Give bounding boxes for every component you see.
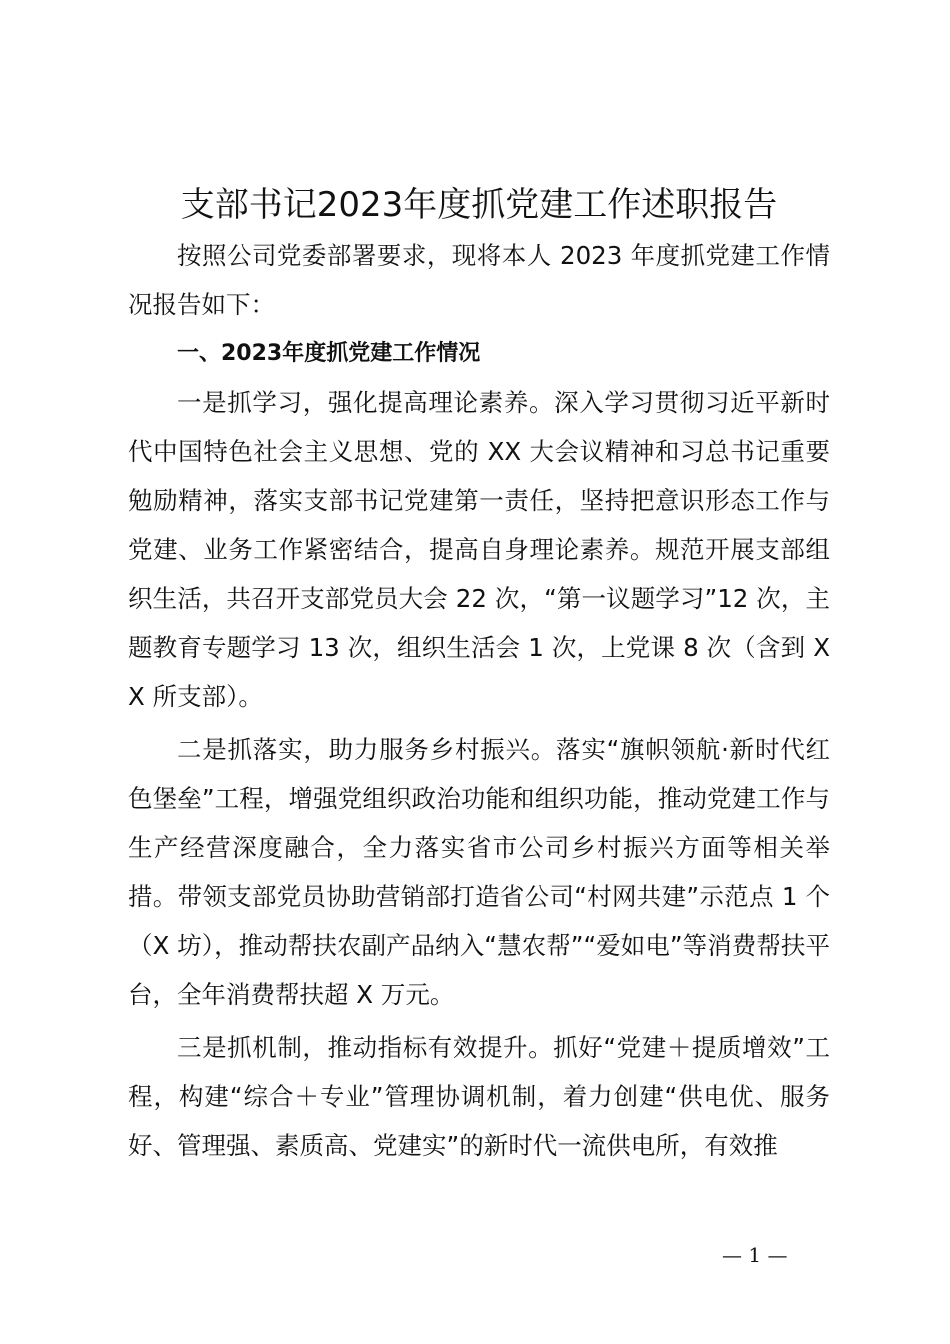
paragraph-study: 一是抓学习，强化提高理论素养。深入学习贯彻习近平新时代中国特色社会主义思想、党的 XX 大会议精神和习总书记重要勉励精神，落实支部书记党建第一责任，坚持把意识形态工作与党建、业务工作紧密结合，提高自身理论素养。规范开展支部组织生活，共召开支部党员大会 22 次，“第一议题学习”12 次，主题教育专题学习 13 次，组织生活会 1 次，上党课 8 次（含到 XX 所支部）。 bbox=[128, 388, 830, 711]
intro-paragraph: 按照公司党委部署要求，现将本人 2023 年度抓党建工作情况报告如下： bbox=[128, 241, 830, 319]
document-body bbox=[128, 231, 830, 1170]
paragraph-mechanism: 三是抓机制，推动指标有效提升。抓好“党建＋提质增效”工程，构建“综合＋专业”管理协调机制，着力创建“供电优、服务好、管理强、素质高、党建实”的新时代一流供电所，有效推 bbox=[128, 1033, 830, 1160]
paragraph-implementation: 二是抓落实，助力服务乡村振兴。落实“旗帜领航·新时代红色堡垒”工程，增强党组织政治功能和组织功能，推动党建工作与生产经营深度融合，全力落实省市公司乡村振兴方面等相关举措。带领支部党员协助营销部打造省公司“村网共建”示范点 1 个（X 坊），推动帮扶农副产品纳入“慧农帮”“爱如电”等消费帮扶平台，全年消费帮扶超 X 万元。 bbox=[128, 735, 830, 1009]
section-heading: 一、2023年度抓党建工作情况 bbox=[177, 341, 481, 366]
document-title: 支部书记2023年度抓党建工作述职报告 bbox=[180, 185, 778, 225]
page-number: — 1 — bbox=[722, 1243, 788, 1267]
